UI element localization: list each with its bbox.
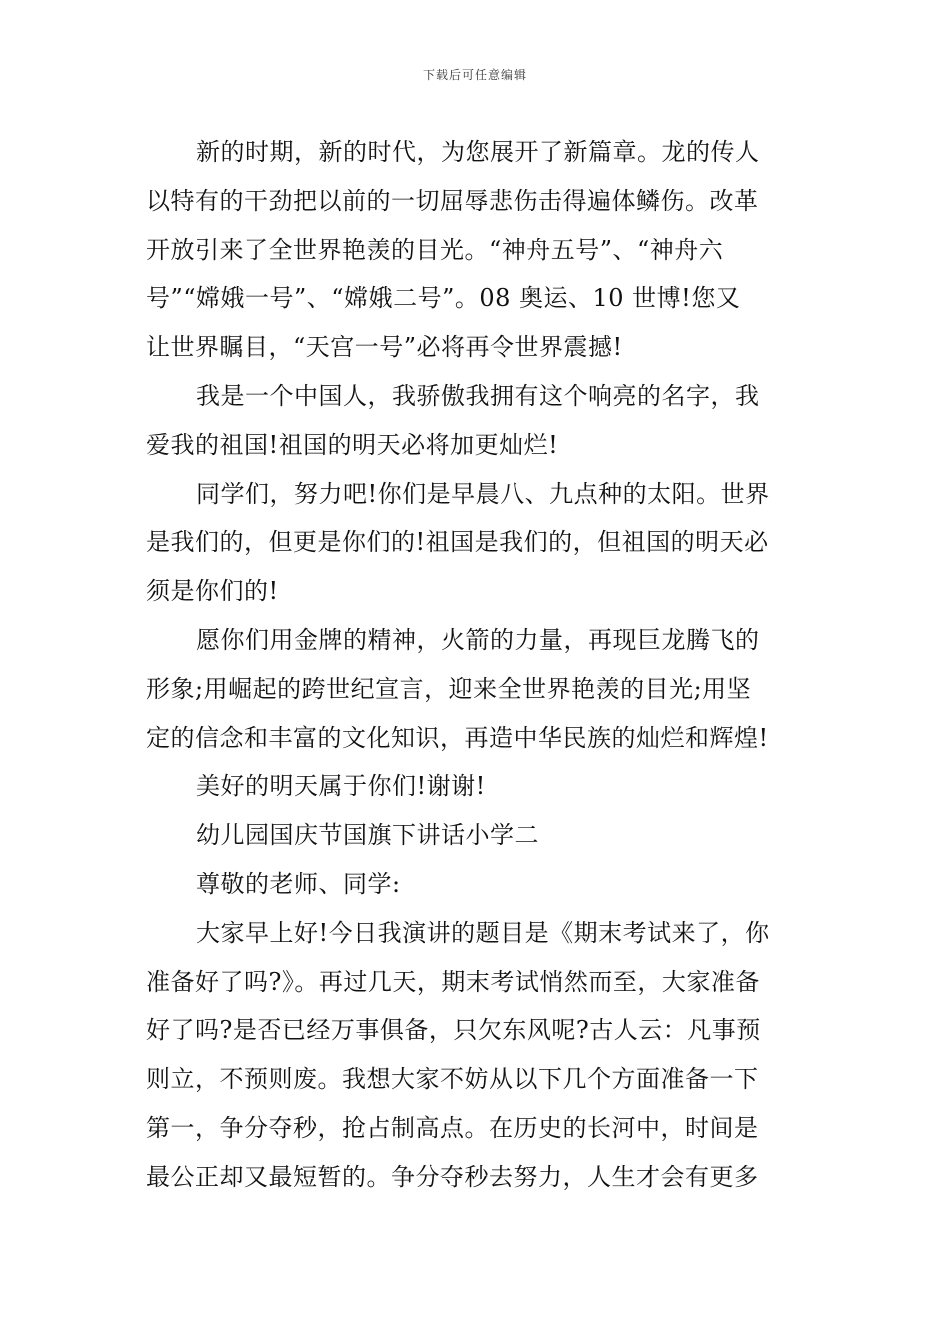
text-line: 须是你们的! <box>146 577 279 606</box>
text-line: 爱我的祖国!祖国的明天必将加更灿烂! <box>146 430 559 459</box>
page-header-note: 下载后可任意编辑 <box>422 68 527 82</box>
section-title <box>146 811 808 860</box>
paragraph-chinese-pride <box>146 372 808 470</box>
text-line: 准备好了吗?》。再过几天，期末考试悄然而至，大家准备 <box>146 967 760 996</box>
text-line: 最公正却又最短暂的。争分夺秒去努力，人生才会有更多 <box>146 1162 759 1191</box>
text-line: 第一，争分夺秒，抢占制高点。在历史的长河中，时间是 <box>146 1113 759 1142</box>
document-body <box>146 128 808 1202</box>
paragraph-exam-speech <box>146 909 808 1202</box>
text-line: 同学们，努力吧!你们是早晨八、九点种的太阳。世界 <box>196 479 770 508</box>
text-line: 尊敬的老师、同学: <box>196 869 401 898</box>
paragraph-classmates <box>146 470 808 616</box>
text-line: 好了吗?是否已经万事俱备，只欠东风呢?古人云：凡事预 <box>146 1016 761 1045</box>
text-line: 幼儿园国庆节国旗下讲话小学二 <box>196 821 539 850</box>
text-line: 新的时期，新的时代，为您展开了新篇章。龙的传人 <box>196 138 760 166</box>
text-line: 开放引来了全世界艳羡的目光。“神舟五号”、“神舟六 <box>146 235 724 264</box>
paragraph-closing-thanks <box>146 762 808 811</box>
text-line: 形象;用崛起的跨世纪宣言，迎来全世界艳羡的目光;用坚 <box>146 674 752 703</box>
text-line: 美好的明天属于你们!谢谢! <box>196 772 486 801</box>
text-line: 则立，不预则废。我想大家不妨从以下几个方面准备一下 <box>146 1065 759 1094</box>
text-line: 定的信念和丰富的文化知识，再造中华民族的灿烂和辉煌! <box>146 723 769 752</box>
text-line: 我是一个中国人，我骄傲我拥有这个响亮的名字，我 <box>196 381 760 410</box>
text-line: 大家早上好!今日我演讲的题目是《期末考试来了，你 <box>196 918 770 947</box>
text-line: 愿你们用金牌的精神，火箭的力量，再现巨龙腾飞的 <box>196 625 760 654</box>
salutation <box>146 860 808 909</box>
paragraph-wishes <box>146 616 808 762</box>
text-line: 是我们的，但更是你们的!祖国是我们的，但祖国的明天必 <box>146 528 769 557</box>
text-line: 让世界瞩目，“天宫一号”必将再令世界震撼! <box>146 333 623 362</box>
text-line: 号”“嫦娥一号”、“嫦娥二号”。08 奥运、10 世博!您又 <box>146 284 741 313</box>
text-line: 以特有的干劲把以前的一切屈辱悲伤击得遍体鳞伤。改革 <box>146 186 759 215</box>
paragraph-new-era <box>146 128 808 372</box>
